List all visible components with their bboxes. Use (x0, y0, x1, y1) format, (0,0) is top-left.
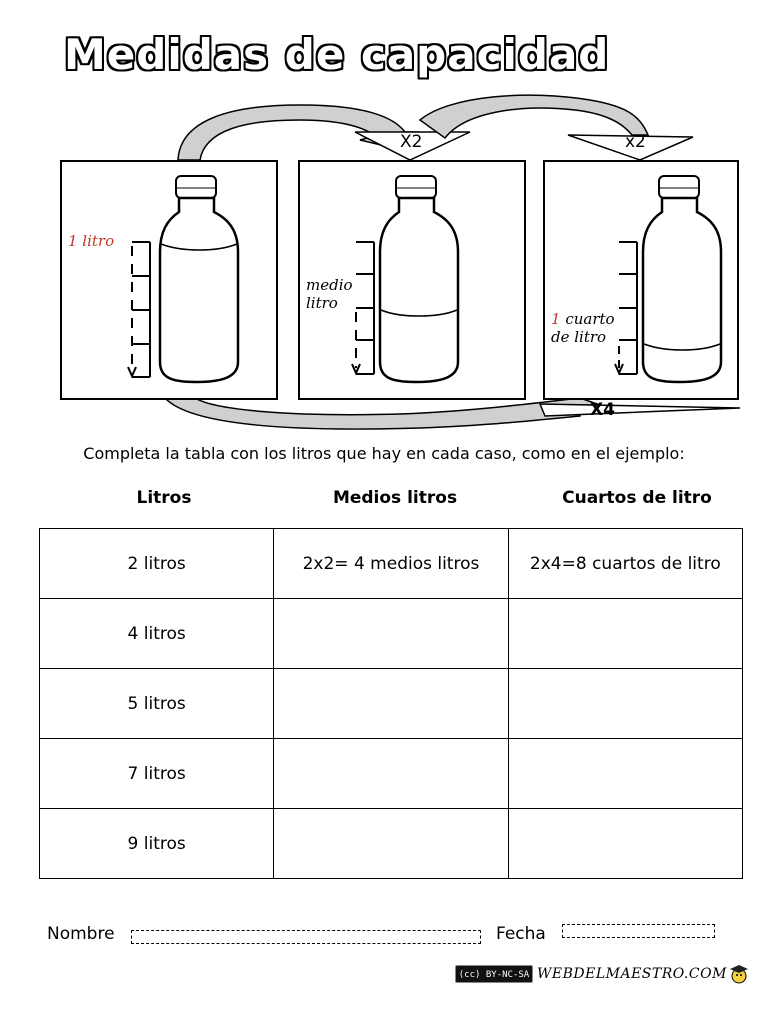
name-label: Nombre (47, 924, 115, 944)
creative-commons-icon: (cc) BY-NC-SA (455, 965, 533, 983)
capacity-label-line2: litro (306, 294, 338, 312)
capacity-label-text: cuarto (560, 310, 615, 328)
capacity-label-line1: medio (306, 276, 353, 294)
name-field[interactable] (131, 930, 481, 944)
table-row (40, 739, 743, 809)
curved-arrow-icon (420, 95, 693, 160)
capacity-label (306, 276, 353, 312)
bottle-panel (543, 160, 739, 400)
bottle-icon (545, 162, 737, 398)
table-cell-litros: 9 litros (40, 809, 274, 879)
table-row (40, 809, 743, 879)
table-cell-medios[interactable] (274, 669, 508, 739)
table-cell-medios: 2x2= 4 medios litros (274, 529, 508, 599)
table-cell-litros: 7 litros (40, 739, 274, 809)
table-cell-medios[interactable] (274, 599, 508, 669)
page-title: Medidas de capacidad (64, 30, 610, 79)
instruction-text: Completa la tabla con los litros que hay en cada caso, como en el ejemplo: (83, 444, 685, 463)
brand-logo: WEBDELMAESTRO.COM (537, 966, 727, 982)
graduated-scale-icon (128, 242, 150, 377)
table-row (40, 529, 743, 599)
bottle-panel (60, 160, 278, 400)
table-cell-cuartos[interactable] (508, 809, 742, 879)
capacity-label-line2: de litro (551, 328, 607, 346)
answer-table (39, 528, 743, 879)
table-row (40, 599, 743, 669)
table-cell-medios[interactable] (274, 739, 508, 809)
date-label: Fecha (496, 924, 546, 944)
curved-arrow-icon (178, 105, 470, 160)
column-header-medios: Medios litros (332, 488, 458, 508)
license-label: BY-NC-SA (485, 970, 530, 980)
graduated-scale-icon (615, 242, 637, 374)
curved-arrow-icon (165, 398, 740, 429)
table-cell-medios[interactable] (274, 809, 508, 879)
graduation-cap-icon (728, 962, 750, 984)
table-cell-litros: 2 litros (40, 529, 274, 599)
column-header-cuartos: Cuartos de litro (562, 488, 712, 508)
capacity-label (551, 310, 615, 346)
multiplier-label: X2 (400, 132, 423, 152)
capacity-label-line1: 1 cuarto (551, 310, 615, 328)
table-cell-litros: 5 litros (40, 669, 274, 739)
multiplier-label: x2 (625, 132, 646, 152)
capacity-label (68, 232, 114, 250)
table-cell-cuartos: 2x4=8 cuartos de litro (508, 529, 742, 599)
table-cell-litros: 4 litros (40, 599, 274, 669)
graduated-scale-icon (352, 242, 374, 374)
date-field[interactable] (562, 924, 715, 938)
table-row (40, 669, 743, 739)
column-header-litros: Litros (136, 488, 192, 508)
bottle-panel (298, 160, 526, 400)
bottle-icon (62, 162, 276, 398)
multiplier-label: X4 (590, 400, 615, 420)
capacity-label-text: 1 litro (68, 232, 115, 250)
table-cell-cuartos[interactable] (508, 599, 742, 669)
table-cell-cuartos[interactable] (508, 739, 742, 809)
table-cell-cuartos[interactable] (508, 669, 742, 739)
